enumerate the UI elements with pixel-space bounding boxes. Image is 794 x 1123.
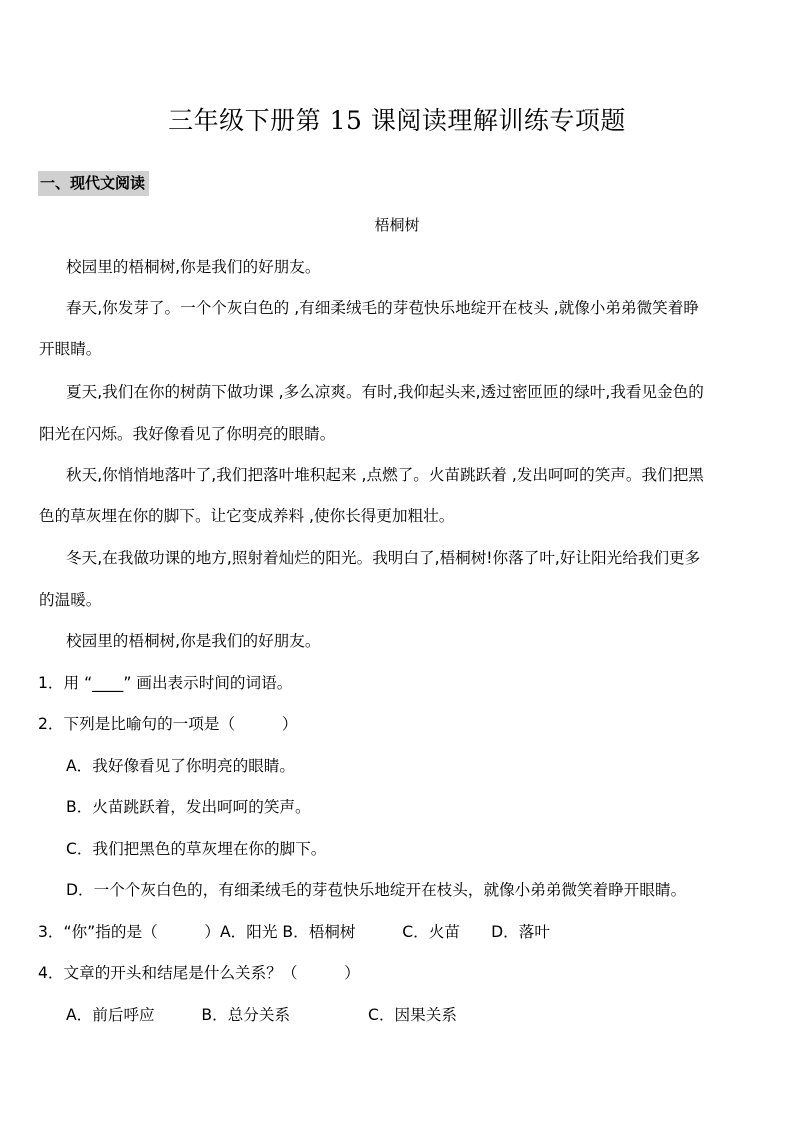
passage-line: 秋天,你悄悄地落叶了,我们把落叶堆积起来 ,点燃了。火苗跳跃着 ,发出呵呵的笑声。我们把黑	[66, 466, 704, 484]
passage-line: 校园里的梧桐树,你是我们的好朋友。	[66, 632, 321, 650]
question-4-options: A．前后呼应 B．总分关系 C．因果关系	[66, 1006, 457, 1024]
passage-line: 开眼睛。	[39, 340, 102, 358]
passage-line: 春天,你发芽了。一个个灰白色的 ,有细柔绒毛的芽苞快乐地绽开在枝头 ,就像小弟弟微笑着睁	[66, 299, 699, 317]
question-2-option-b: B．火苗跳跃着，发出呵呵的笑声。	[66, 798, 311, 816]
passage-title: 梧桐树	[374, 216, 420, 234]
passage-line: 夏天,我们在你的树荫下做功课 ,多么凉爽。有时,我仰起头来,透过密匝匝的绿叶,我看见金色的	[66, 383, 704, 401]
passage-line: 冬天,在我做功课的地方,照射着灿烂的阳光。我明白了,梧桐树!你落了叶,好让阳光给我们更多	[66, 549, 701, 567]
passage-line: 校园里的梧桐树,你是我们的好朋友。	[66, 258, 321, 276]
question-2-option-c: C．我们把黑色的草灰埋在你的脚下。	[66, 840, 327, 858]
question-1: 1．用 “____” 画出表示时间的词语。	[38, 674, 293, 692]
question-2: 2．下列是比喻句的一项是（ ）	[38, 715, 298, 733]
question-3: 3．“你”指的是（ ）A．阳光 B．梧桐树 C．火苗 D．落叶	[38, 923, 550, 941]
page-title: 三年级下册第 15 课阅读理解训练专项题	[168, 106, 626, 135]
passage-line: 阳光在闪烁。我好像看见了你明亮的眼睛。	[39, 425, 336, 443]
passage-line: 色的草灰埋在你的脚下。让它变成养料 ,使你长得更加粗壮。	[39, 507, 455, 525]
passage-line: 的温暖。	[39, 591, 102, 609]
question-4: 4．文章的开头和结尾是什么关系？（ ）	[38, 964, 360, 982]
question-2-option-a: A．我好像看见了你明亮的眼睛。	[66, 757, 295, 775]
section-heading: 一、现代文阅读	[38, 171, 149, 196]
question-2-option-d: D．一个个灰白色的，有细柔绒毛的芽苞快乐地绽开在枝头，就像小弟弟微笑着睁开眼睛。	[66, 881, 687, 899]
